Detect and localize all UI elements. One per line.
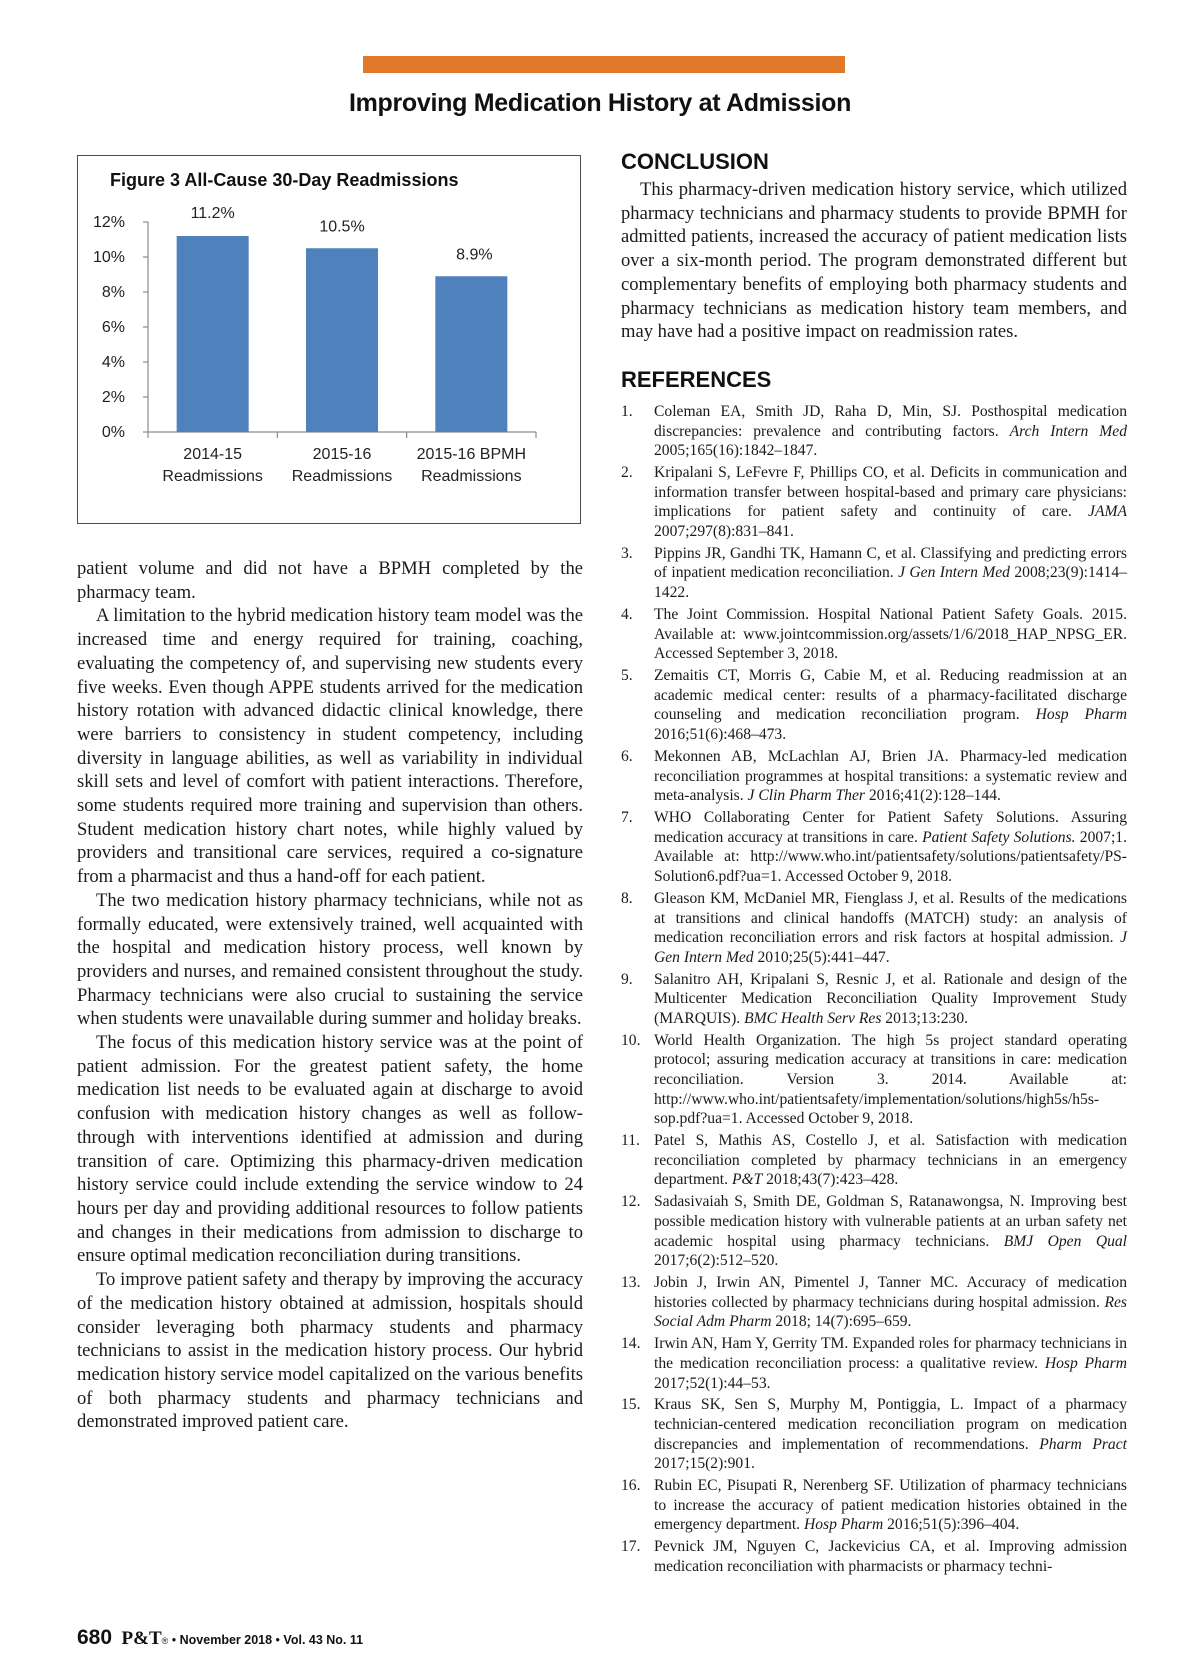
reference-item <box>621 463 1127 541</box>
x-category-label: 2014-15 <box>183 446 243 463</box>
reference-citation: 2016;41(2):128–144. <box>864 787 1001 805</box>
separator-bullet: • <box>171 1633 177 1647</box>
reference-journal: Pharm Pract <box>1039 1435 1127 1453</box>
reference-text: The Joint Commission. Hospital National Patient Safety Goals. 2015. Available at: www.jointcommission.org/assets/1/6/2018_HAP_NPSG_ER. Accessed September 3, 2018. <box>654 606 1127 663</box>
figure-title: Figure 3 All-Cause 30-Day Readmissions <box>110 170 459 190</box>
y-tick-label: 0% <box>101 424 125 441</box>
reference-number: 5. <box>621 667 633 685</box>
y-tick-label: 2% <box>101 389 125 406</box>
reference-journal: P&T <box>731 1171 763 1189</box>
reference-text: Salanitro AH, Kripalani S, Resnic J, et al. Rationale and design of the Multicenter Medication Reconciliation Quality Improvement Study (MARQUIS). <box>654 970 1127 1027</box>
reference-item <box>621 1334 1127 1393</box>
reference-journal: Arch Intern Med <box>1009 422 1127 440</box>
reference-citation: 2018;43(7):423–428. <box>762 1171 899 1189</box>
reference-number: 10. <box>621 1031 641 1049</box>
bar <box>306 248 378 432</box>
bar-value-label: 8.9% <box>456 246 493 264</box>
bar <box>177 236 249 432</box>
reference-number: 1. <box>621 402 633 420</box>
page-footer <box>77 1626 363 1650</box>
header-accent-bar <box>363 56 845 73</box>
issue-date: November 2018 <box>179 1633 273 1647</box>
readmissions-bar-chart <box>78 156 582 525</box>
reference-citation: 2007;297(8):831–841. <box>654 522 794 540</box>
bar <box>435 276 507 432</box>
reference-text: Kripalani S, LeFevre F, Phillips CO, et al. Deficits in communication and information transfer between hospital-based and primary care physicians: implications for patient safety and continuity of care. <box>654 464 1127 521</box>
reference-text: Patel S, Mathis AS, Costello J, et al. Satisfaction with medication reconciliation completed by pharmacy technicians in an emergency department. <box>654 1132 1127 1189</box>
reference-item <box>621 402 1127 461</box>
reference-citation: 2017;6(2):512–520. <box>654 1252 779 1270</box>
x-category-label: 2015-16 <box>312 446 372 463</box>
reference-number: 12. <box>621 1193 641 1211</box>
reference-text: Jobin J, Irwin AN, Pimentel J, Tanner MC. Accuracy of medication histories collected by pharmacy technicians during hospital admission. <box>654 1274 1127 1311</box>
reference-number: 2. <box>621 464 633 482</box>
y-tick-label: 4% <box>101 354 125 371</box>
paragraph: The focus of this medication history service was at the point of patient admission. For the greatest patient safety, the home medication list needs to be evaluated again at discharge to avoid confusion with medication history changes as well as follow-through with interventions identified at admission and during transition of care. Optimizing this pharmacy-driven medication history service could include extending the service window to 24 hours per day and providing additional resources to follow patients and changes in their medications from admission to discharge to ensure optimal medication reconciliation during transitions. <box>77 1032 583 1267</box>
reference-text: Zemaitis CT, Morris G, Cabie M, et al. Reducing readmission at an academic medical center: results of a pharmacy-facilitated discharge counseling and medication reconciliation program. <box>654 667 1127 724</box>
bar-value-label: 10.5% <box>319 218 365 236</box>
reference-item <box>621 970 1127 1029</box>
paragraph: To improve patient safety and therapy by improving the accuracy of the medication history obtained at admission, hospitals should consider leveraging both pharmacy students and pharmacy technicians to assist in the medication history process. Our hybrid medication history service model capitalized on the various benefits of both pharmacy students and pharmacy technicians and demonstrated improved patient care. <box>77 1269 583 1433</box>
x-category-label: Readmissions <box>291 468 393 485</box>
reference-citation: 2008;23(9):1414–1422. <box>654 564 1127 602</box>
paragraph: The two medication history pharmacy technicians, while not as formally educated, were extensively trained, well acquainted with the hospital and medication history process, well known by providers and nurses, and remained consistent throughout the study. Pharmacy technicians were also crucial to sustaining the service when students were unavailable during summer and holiday breaks. <box>77 889 583 1030</box>
figure-3 <box>77 155 581 524</box>
reference-item <box>621 1273 1127 1332</box>
reference-item <box>621 605 1127 664</box>
y-tick-label: 10% <box>92 249 125 266</box>
x-category-label: Readmissions <box>162 468 263 485</box>
reference-journal: J Clin Pharm Ther <box>747 787 865 805</box>
reference-journal: BMC Health Serv Res <box>744 1009 882 1027</box>
reference-citation: 2010;25(5):441–447. <box>753 948 890 966</box>
reference-journal: Res Social Adm Pharm <box>654 1293 1127 1331</box>
reference-journal: J Gen Intern Med <box>898 564 1010 582</box>
reference-text: Pippins JR, Gandhi TK, Hamann C, et al. Classifying and predicting errors of inpatient medication reconciliation. <box>654 544 1127 582</box>
paragraph: patient volume and did not have a BPMH completed by the pharmacy team. <box>77 558 583 603</box>
reference-item <box>621 1476 1127 1535</box>
running-title: Improving Medication History at Admission <box>348 89 852 117</box>
reference-text: Irwin AN, Ham Y, Gerrity TM. Expanded roles for pharmacy technicians in the medication reconciliation process: a qualitative review. <box>654 1335 1127 1372</box>
reference-citation: 2016;51(5):396–404. <box>883 1516 1020 1534</box>
reference-text: Sadasivaiah S, Smith DE, Goldman S, Ratanawongsa, N. Improving best possible medication history with vulnerable patients at an urban safety net academic hospital using pharmacy technicians. <box>654 1193 1127 1250</box>
conclusion-text: This pharmacy-driven medication history service, which utilized pharmacy technicians and pharmacy students to provide BPMH for admitted patients, increased the accuracy of patient medication lists over a six-month period. The program demonstrated different but complementary benefits of employing both pharmacy students and pharmacy technicians as medication history team members, and may have had a positive impact on readmission rates. <box>621 179 1127 343</box>
reference-number: 14. <box>621 1335 641 1353</box>
page-number: 680 <box>77 1626 113 1649</box>
reference-number: 15. <box>621 1396 641 1414</box>
y-tick-label: 12% <box>92 214 125 231</box>
reference-item <box>621 1131 1127 1190</box>
references-list <box>621 402 1127 1577</box>
reference-item <box>621 1537 1127 1576</box>
paragraph: A limitation to the hybrid medication history team model was the increased time and energy required for training, coaching, evaluating the competency of, and supervising new students every five weeks. Even though APPE students arrived for the medication history rotation with advanced didactic clinical knowledge, there were barriers to consistency in student competency, including diversity in language abilities, as well as variability in individual skill sets and level of comfort with patient interactions. Therefore, some students required more training and supervision than others. Student medication history chart notes, while highly valued by providers and transitional care services, required a co-signature from a pharmacist and thus a hand-off for each patient. <box>77 605 583 888</box>
separator-bullet: • <box>275 1633 280 1647</box>
x-category-label: 2015-16 BPMH <box>416 446 527 463</box>
reference-citation: 2013;13:230. <box>881 1009 969 1027</box>
right-column <box>621 146 1127 1579</box>
x-category-label: Readmissions <box>421 468 522 485</box>
body-text-left-column <box>77 557 583 1434</box>
reference-number: 7. <box>621 809 633 827</box>
reference-text: Rubin EC, Pisupati R, Nerenberg SF. Utilization of pharmacy technicians to increase the accuracy of patient medication histories obtained in the emergency department. <box>654 1477 1127 1534</box>
reference-item <box>621 1192 1127 1270</box>
reference-text: Pevnick JM, Nguyen C, Jackevicius CA, et al. Improving admission medication reconciliation with pharmacists or pharmacy techni- <box>654 1538 1127 1576</box>
reference-number: 3. <box>621 544 633 562</box>
reference-text: Kraus SK, Sen S, Murphy M, Pontiggia, L. Impact of a pharmacy technician-centered medication reconciliation program on medication discrepancies and implementation of recommendations. <box>654 1396 1127 1453</box>
reference-text: Coleman EA, Smith JD, Raha D, Min, SJ. Posthospital medication discrepancies: prevalence and contributing factors. <box>654 402 1127 440</box>
reference-citation: 2016;51(6):468–473. <box>654 725 787 743</box>
reference-number: 11. <box>621 1132 640 1150</box>
reference-number: 6. <box>621 747 633 765</box>
conclusion-heading: CONCLUSION <box>621 149 769 174</box>
reference-item <box>621 1395 1127 1473</box>
journal-name: P&T <box>121 1628 162 1649</box>
reference-citation: 2017;52(1):44–53. <box>654 1374 771 1392</box>
reference-item <box>621 747 1127 806</box>
reference-journal: Hosp Pharm <box>1035 706 1127 724</box>
reference-number: 16. <box>621 1477 641 1495</box>
reference-number: 13. <box>621 1274 641 1292</box>
reference-number: 8. <box>621 889 633 907</box>
reference-text: WHO Collaborating Center for Patient Safety Solutions. Assuring medication accuracy at transitions in care. <box>654 809 1127 846</box>
y-tick-label: 6% <box>101 319 125 336</box>
reference-journal: BMJ Open Qual <box>1003 1232 1128 1250</box>
reference-citation: 2007;1. Available at: http://www.who.int/patientsafety/solutions/patientsafety/PS-Solution6.pdf?ua=1. Accessed October 9, 2018. <box>654 828 1127 885</box>
reference-item <box>621 544 1127 603</box>
y-tick-label: 8% <box>101 284 125 301</box>
reference-citation: 2005;165(16):1842–1847. <box>654 442 818 460</box>
reference-item <box>621 889 1127 967</box>
reference-number: 17. <box>621 1538 641 1556</box>
bar-value-label: 11.2% <box>190 205 235 222</box>
reference-text: Gleason KM, McDaniel MR, Fienglass J, et al. Results of the medications at transitions and clinical handoffs (MATCH) study: an analysis of medication reconciliation errors and risk factors at hospital admission. <box>654 889 1127 947</box>
reference-journal: Hosp Pharm <box>803 1516 884 1534</box>
reference-journal: JAMA <box>1088 503 1127 521</box>
reference-journal: J Gen Intern Med <box>654 929 1127 966</box>
reference-text: Mekonnen AB, McLachlan AJ, Brien JA. Pharmacy-led medication reconciliation programmes at hospital transitions: a systematic review and meta-analysis. <box>654 747 1127 805</box>
registered-mark: ® <box>161 1636 169 1646</box>
reference-item <box>621 808 1127 886</box>
reference-journal: Patient Safety Solutions. <box>922 828 1076 846</box>
references-heading: REFERENCES <box>621 366 772 392</box>
reference-text: World Health Organization. The high 5s project standard operating protocol; assuring medication accuracy at transitions in care: medication reconciliation. Version 3. 2014. Available at: http://www.who.int/patientsafety/implementation/solutions/high5s/h5s-sop.pdf?ua=1. Accessed October 9, 2018. <box>654 1031 1127 1128</box>
reference-number: 9. <box>621 970 633 988</box>
reference-item <box>621 1031 1127 1129</box>
reference-citation: 2018; 14(7):695–659. <box>771 1313 912 1331</box>
reference-number: 4. <box>621 606 633 624</box>
issue-volume: Vol. 43 No. 11 <box>283 1633 364 1647</box>
reference-journal: Hosp Pharm <box>1044 1354 1127 1372</box>
reference-citation: 2017;15(2):901. <box>654 1455 755 1473</box>
reference-item <box>621 666 1127 744</box>
